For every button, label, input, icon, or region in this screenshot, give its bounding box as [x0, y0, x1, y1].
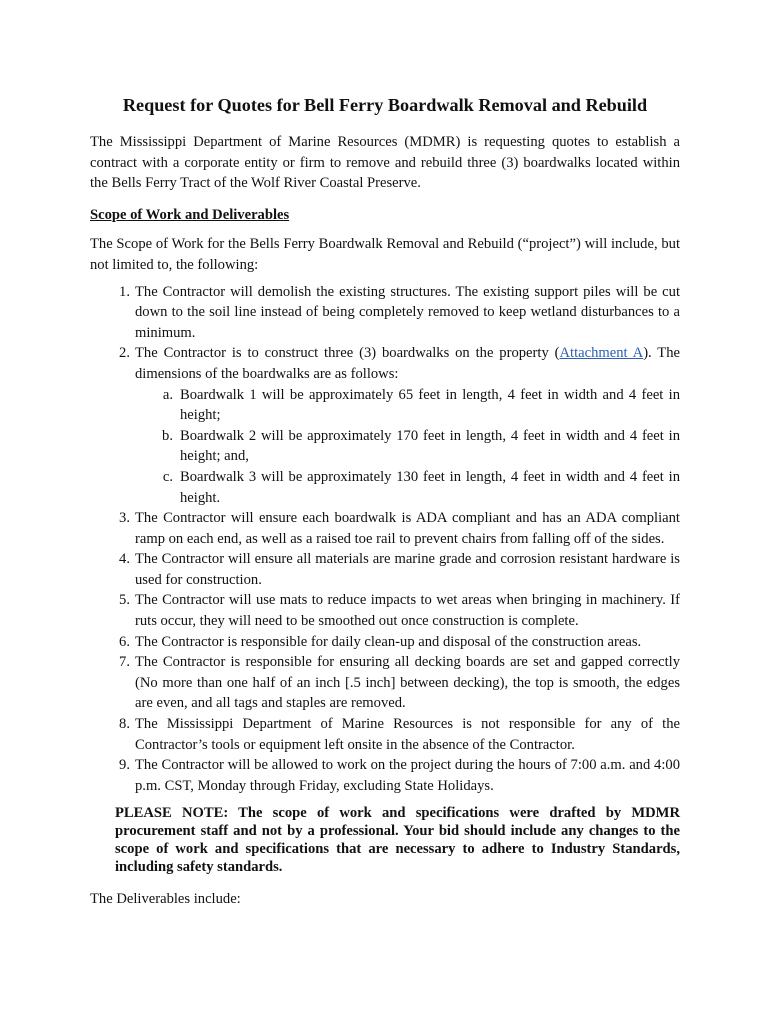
sublist-item-text: Boardwalk 3 will be approximately 130 feet in length, 4 feet in width and 4 feet in height.: [180, 468, 680, 506]
list-item-number: 1.: [119, 283, 130, 300]
list-item-number: 7.: [119, 654, 130, 671]
sublist-item-letter: b.: [162, 427, 173, 444]
list-item-text: The Contractor is responsible for daily clean-up and disposal of the construction areas.: [135, 633, 642, 650]
list-item-text: The Contractor is responsible for ensuring all decking boards are set and gapped correctly (No more than one half of an inch [.5 inch] between decking), the top is smooth, the edges are even, and all tags and staples are removed.: [135, 654, 680, 712]
list-item-text: The Contractor will ensure each boardwalk is ADA compliant and has an ADA compliant ramp on each end, as well as a raised toe rail to prevent chairs from falling off of the sides.: [135, 510, 680, 547]
deliverables-intro: The Deliverables include:: [90, 891, 241, 908]
list-item: [90, 652, 680, 714]
sublist-item-text: Boardwalk 2 will be approximately 170 feet in length, 4 feet in width and 4 feet in height; and,: [180, 427, 680, 465]
sublist-item: [135, 385, 680, 426]
attachment-a-link[interactable]: Attachment A: [559, 345, 644, 362]
list-item-text: The Mississippi Department of Marine Resources is not responsible for any of the Contractor’s tools or equipment left onsite in the absence of the Contractor.: [135, 716, 680, 753]
list-item: [90, 632, 680, 653]
document-body: [90, 132, 680, 910]
scope-heading: Scope of Work and Deliverables: [90, 206, 290, 223]
list-item: [90, 590, 680, 631]
list-item-number: 4.: [119, 551, 130, 568]
list-item-number: 6.: [119, 633, 130, 650]
document-title: Request for Quotes for Bell Ferry Boardwalk Removal and Rebuild: [122, 95, 648, 115]
list-item-text: ). The dimensions of the boardwalks are as follows:: [135, 345, 680, 382]
sublist-item: [135, 467, 680, 508]
dimensions-sublist: [135, 385, 680, 509]
list-item-number: 5.: [119, 592, 130, 609]
list-item-number: 9.: [119, 757, 130, 774]
sublist-item-text: Boardwalk 1 will be approximately 65 feet in length, 4 feet in width and 4 feet in height;: [180, 386, 680, 424]
please-note-paragraph: PLEASE NOTE: The scope of work and specifications were drafted by MDMR procurement staff and not by a professional. Your bid should include any changes to the scope of work and specifications that are necessary to adhere to Industry Standards, including safety standards.: [115, 805, 680, 876]
list-item-text: The Contractor will use mats to reduce impacts to wet areas when bringing in machinery. If ruts occur, they will need to be smoothed out once construction is complete.: [135, 592, 680, 630]
list-item-number: 2.: [119, 345, 130, 362]
scope-list: [90, 282, 680, 797]
list-item: [90, 755, 680, 796]
list-item: [90, 343, 680, 508]
list-item: [90, 549, 680, 590]
sublist-item: [135, 426, 680, 467]
list-item-number: 8.: [119, 716, 130, 733]
list-item-number: 3.: [119, 510, 130, 527]
intro-paragraph: The Mississippi Department of Marine Resources (MDMR) is requesting quotes to establish a contract with a corporate entity or firm to remove and rebuild three (3) boardwalks located within the Bells Ferry Tract of the Wolf River Coastal Preserve.: [90, 134, 680, 192]
list-item-text: The Contractor will demolish the existing structures. The existing support piles will be cut down to the soil line instead of being completely removed to keep wetland disturbances to a minimum.: [135, 283, 680, 341]
list-item-text: The Contractor is to construct three (3) boardwalks on the property (: [135, 345, 560, 362]
list-item: [90, 714, 680, 755]
sublist-item-letter: c.: [162, 468, 173, 485]
list-item: [90, 508, 680, 549]
sublist-item-letter: a.: [162, 386, 173, 403]
list-item-text: The Contractor will be allowed to work on the project during the hours of 7:00 a.m. and 4:00 p.m. CST, Monday through Friday, excluding State Holidays.: [135, 757, 680, 794]
list-item: [90, 282, 680, 344]
list-item-text: The Contractor will ensure all materials are marine grade and corrosion resistant hardware is used for construction.: [135, 551, 680, 588]
scope-intro-paragraph: The Scope of Work for the Bells Ferry Boardwalk Removal and Rebuild (“project”) will include, but not limited to, the following:: [90, 236, 680, 273]
